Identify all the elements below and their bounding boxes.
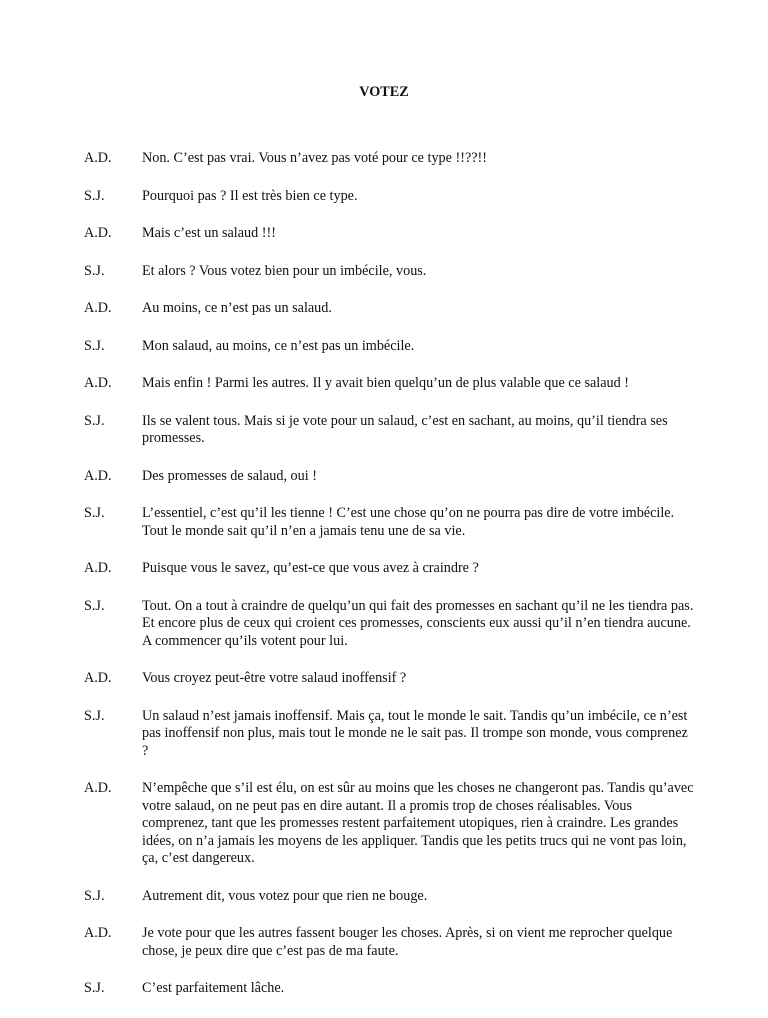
dialogue-text: Mon salaud, au moins, ce n’est pas un imbécile. xyxy=(142,337,415,354)
speaker-name: S.J. xyxy=(84,412,105,429)
speaker-name: A.D. xyxy=(84,150,112,166)
dialogue-line xyxy=(84,188,694,206)
speaker-name: A.D. xyxy=(84,560,112,576)
speaker-name: A.D. xyxy=(84,780,112,796)
dialogue-line xyxy=(84,375,694,393)
speaker-name: S.J. xyxy=(84,597,105,614)
dialogue-line xyxy=(84,150,694,168)
dialogue-text: Au moins, ce n’est pas un salaud. xyxy=(142,300,332,316)
dialogue-text: N’empêche que s’il est élu, on est sûr au moins que les choses ne changeront pas. Tandis qu’avec votre salaud, on ne peut pas en dire autant. Il a promis trop de choses réalisables. Vous comprenez, tant que les promesses restent parfaitement utopiques, rien à craindre. Les grandes idées, on n’a jamais les moyens de les appliquer. Tandis que les petits trucs qui ne vont pas loin, ça, c’est dangereux. xyxy=(142,780,694,866)
dialogue-line xyxy=(84,780,694,868)
dialogue-text: Puisque vous le savez, qu’est-ce que vous avez à craindre ? xyxy=(142,560,479,576)
dialogue-text: Pourquoi pas ? Il est très bien ce type. xyxy=(142,187,358,204)
dialogue-line xyxy=(84,413,694,448)
dialogue-line xyxy=(84,888,694,906)
dialogue-line xyxy=(84,505,694,540)
dialogue-text: Tout. On a tout à craindre de quelqu’un qui fait des promesses en sachant qu’il ne les tiendra pas. Et encore plus de ceux qui croient ces promesses, conscients eux aussi qu’il n’en tiendra aucune. A commencer qu’ils votent pour lui. xyxy=(142,597,694,649)
dialogue-text: Un salaud n’est jamais inoffensif. Mais ça, tout le monde le sait. Tandis qu’un imbécile, ce n’est pas inoffensif non plus, mais tout le monde ne le sait pas. Il trompe son monde, vous comprenez ? xyxy=(142,707,688,759)
speaker-name: A.D. xyxy=(84,225,112,241)
speaker-name: S.J. xyxy=(84,337,105,354)
speaker-name: A.D. xyxy=(84,670,112,686)
speaker-name: S.J. xyxy=(84,262,105,279)
dialogue-line xyxy=(84,468,694,486)
document-title: VOTEZ xyxy=(359,84,409,100)
dialogue-line xyxy=(84,670,694,688)
speaker-name: S.J. xyxy=(84,980,105,996)
dialogue-text: Et alors ? Vous votez bien pour un imbécile, vous. xyxy=(142,262,427,279)
dialogue-line xyxy=(84,925,694,960)
speaker-name: A.D. xyxy=(84,467,112,484)
dialogue-text: Autrement dit, vous votez pour que rien ne bouge. xyxy=(142,887,428,904)
speaker-name: A.D. xyxy=(84,375,112,391)
dialogue-line xyxy=(84,598,694,651)
dialogue-text: C’est parfaitement lâche. xyxy=(142,980,285,996)
dialogue-line xyxy=(84,338,694,356)
dialogue-text: Non. C’est pas vrai. Vous n’avez pas voté pour ce type !!??!! xyxy=(142,150,487,166)
dialogue-text: Vous croyez peut-être votre salaud inoffensif ? xyxy=(142,670,407,686)
speaker-name: S.J. xyxy=(84,707,105,724)
dialogue-text: Mais c’est un salaud !!! xyxy=(142,225,276,241)
dialogue-text: Mais enfin ! Parmi les autres. Il y avait bien quelqu’un de plus valable que ce salaud ! xyxy=(142,375,629,391)
dialogue-text: Ils se valent tous. Mais si je vote pour un salaud, c’est en sachant, au moins, qu’il tiendra ses promesses. xyxy=(142,412,668,446)
dialogue-text: L’essentiel, c’est qu’il les tienne ! C’est une chose qu’on ne pourra pas dire de votre imbécile. Tout le monde sait qu’il n’en a jamais tenu une de sa vie. xyxy=(142,505,675,539)
speaker-name: S.J. xyxy=(84,505,105,521)
dialogue-text: Des promesses de salaud, oui ! xyxy=(142,467,317,484)
dialogue-line xyxy=(84,980,694,998)
dialogue-line xyxy=(84,560,694,578)
dialogue-line xyxy=(84,300,694,318)
speaker-name: S.J. xyxy=(84,187,105,204)
dialogue-line xyxy=(84,225,694,243)
dialogue-line xyxy=(84,708,694,761)
speaker-name: A.D. xyxy=(84,925,112,941)
dialogue-text: Je vote pour que les autres fassent bouger les choses. Après, si on vient me reprocher quelque chose, je peux dire que c’est pas de ma faute. xyxy=(142,925,673,959)
dialogue-line xyxy=(84,263,694,281)
speaker-name: S.J. xyxy=(84,887,105,904)
dialogue xyxy=(84,150,694,1018)
speaker-name: A.D. xyxy=(84,300,112,316)
